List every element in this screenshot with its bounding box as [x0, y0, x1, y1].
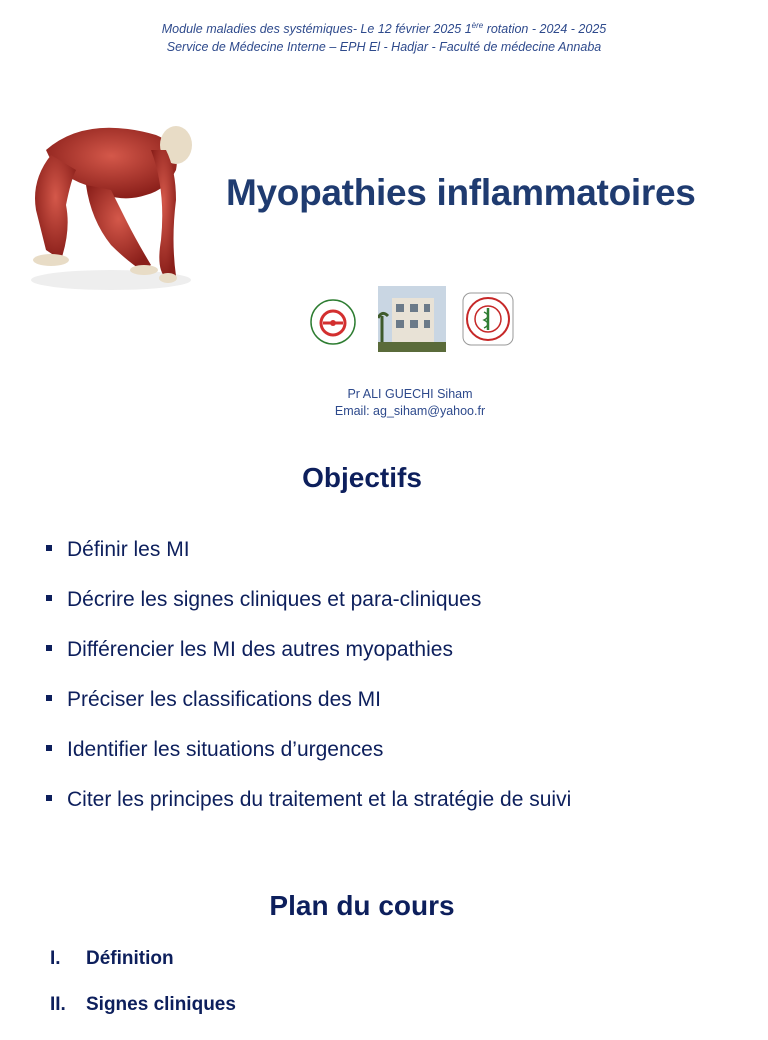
- header-line-1-sup: ère: [471, 21, 484, 30]
- objectives-heading: Objectifs: [302, 462, 422, 493]
- header-line-1: [0, 17, 768, 38]
- list-item: [46, 788, 571, 838]
- objective-text: Différencier les MI des autres myopathies: [67, 638, 453, 661]
- plan-label: Définition: [86, 948, 174, 969]
- university-logo: [304, 296, 362, 348]
- objective-text: Citer les principes du traitement et la stratégie de suivi: [67, 788, 572, 811]
- square-bullet-icon: [46, 545, 52, 551]
- objective-text: Définir les MI: [67, 538, 190, 561]
- building-photo: [378, 286, 446, 352]
- plan-number: II.: [50, 994, 66, 1015]
- list-item: [46, 738, 571, 788]
- list-item: [46, 638, 571, 688]
- plan-number: I.: [50, 948, 61, 969]
- square-bullet-icon: [46, 645, 52, 651]
- plan-list: [50, 948, 236, 1040]
- document-title: Myopathies inflammatoires: [226, 172, 696, 213]
- list-item: [46, 588, 571, 638]
- header-line-2: Service de Médecine Interne – EPH El - Hadjar - Faculté de médecine Annaba: [166, 40, 602, 55]
- objectives-list: [46, 538, 571, 838]
- muscle-figure-illustration: [16, 110, 196, 300]
- author-name: Pr ALI GUECHI Siham: [347, 387, 473, 401]
- list-item: [46, 688, 571, 738]
- plan-label: Signes cliniques: [86, 994, 236, 1015]
- header-line-1-tail: rotation - 2024 - 2025: [483, 22, 607, 37]
- objective-text: Préciser les classifications des MI: [67, 688, 381, 711]
- square-bullet-icon: [46, 695, 52, 701]
- header-line-1-text: Module maladies des systémiques- Le 12 février 2025 1: [161, 22, 472, 37]
- plan-heading: Plan du cours: [269, 890, 455, 921]
- square-bullet-icon: [46, 595, 52, 601]
- faculty-medicine-logo: [462, 292, 514, 346]
- document-header: [0, 17, 768, 56]
- list-item: [50, 994, 236, 1040]
- square-bullet-icon: [46, 745, 52, 751]
- list-item: [46, 538, 571, 588]
- square-bullet-icon: [46, 795, 52, 801]
- list-item: [50, 948, 236, 994]
- logos-row: [0, 286, 768, 354]
- author-block: [290, 386, 530, 420]
- objective-text: Décrire les signes cliniques et para-cliniques: [67, 588, 482, 611]
- author-email: Email: ag_siham@yahoo.fr: [334, 404, 486, 418]
- objective-text: Identifier les situations d’urgences: [67, 738, 384, 761]
